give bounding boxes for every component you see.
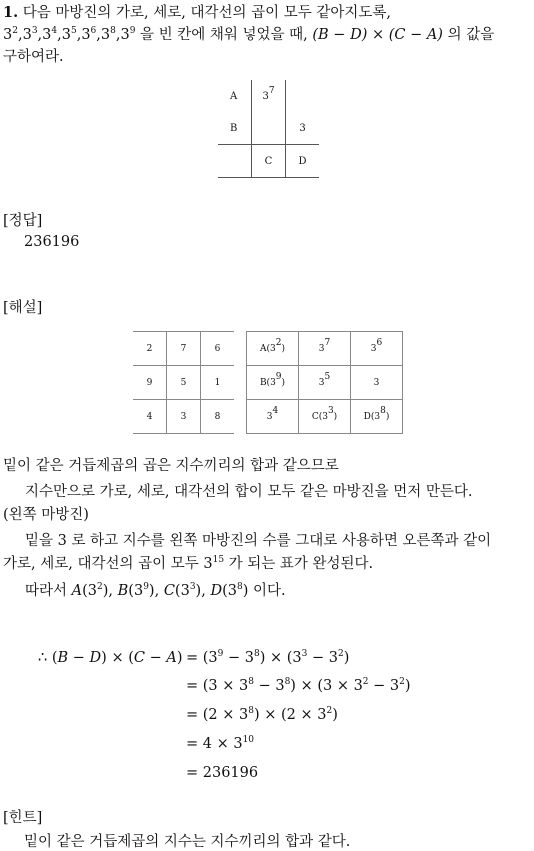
left-cell: 5 <box>167 366 201 400</box>
right-cell: $C(3^3)$ <box>299 400 351 434</box>
power-list: $3^2,3^3,3^4,3^5,3^6,3^8,3^9$ <box>3 26 136 43</box>
left-cell: 8 <box>201 400 235 434</box>
cell-a: A <box>218 80 252 112</box>
answer-value: 236196 <box>24 234 80 250</box>
left-cell: 3 <box>167 400 201 434</box>
explanation-p1: 밑이 같은 거듭제곱의 곱은 지수끼리의 합과 같으므로 <box>3 458 339 474</box>
left-cell: 7 <box>167 332 201 366</box>
cell-b: B <box>218 112 252 145</box>
power-item: $3^5$ <box>61 26 77 43</box>
equation-line-5: = 236196 <box>186 765 259 781</box>
explanation-p2: 지수만으로 가로, 세로, 대각선의 합이 모두 같은 마방진을 먼저 만든다. <box>25 484 473 500</box>
problem-text-1: 다음 마방진의 가로, 세로, 대각선의 곱이 모두 같아지도록, <box>22 5 392 21</box>
cell-r2c0 <box>218 145 252 178</box>
cell-r0c2 <box>286 80 320 112</box>
problem-magic-square <box>218 80 319 178</box>
equation-lhs: ∴ (B − D) × (C − A) <box>38 650 183 666</box>
left-cell: 6 <box>201 332 235 366</box>
problem-line-2 <box>3 24 494 46</box>
right-magic-square <box>246 331 403 434</box>
cell-d: D <box>286 145 320 178</box>
power-item: $3^4$ <box>42 26 58 43</box>
right-cell: 3 <box>351 366 403 400</box>
right-cell: $B(3^9)$ <box>247 366 299 400</box>
hint-text: 밑이 같은 거듭제곱의 지수는 지수끼리의 합과 같다. <box>24 834 351 850</box>
left-cell: 4 <box>133 400 167 434</box>
power-item: $3^8$ <box>100 26 116 43</box>
problem-line-3: 구하여라. <box>3 49 64 65</box>
equation-line-1: = $(3^9 - 3^8) \times (3^3 - 3^2)$ <box>186 649 350 666</box>
right-cell: $3^4$ <box>247 400 299 434</box>
explanation-p6: 따라서 $A(3^2)$, $B(3^9)$, $C(3^3)$, $D(3^8)$ 이다. <box>25 582 286 599</box>
problem-text-2: 을 빈 칸에 채워 넣었을 때, <box>140 27 308 43</box>
power-item: $3^6$ <box>81 26 97 43</box>
left-cell: 1 <box>201 366 235 400</box>
power-item: $3^2$ <box>3 26 18 43</box>
equation-line-2: = $(3 \times 3^8 - 3^8) \times (3 \times 3^2 - 3^2)$ <box>186 677 411 694</box>
left-cell: 2 <box>133 332 167 366</box>
right-cell: $3^5$ <box>299 366 351 400</box>
explanation-p3: (왼쪽 마방진) <box>3 507 89 523</box>
right-cell: $D(3^8)$ <box>351 400 403 434</box>
cell-r1c1 <box>252 112 286 145</box>
explanation-heading: [해설] <box>3 300 43 316</box>
explanation-p5: 가로, 세로, 대각선의 곱이 모두 $3^{15}$ 가 되는 표가 완성된다. <box>3 555 374 572</box>
equation-line-3: = $(2 \times 3^8) \times (2 \times 3^2)$ <box>186 706 338 723</box>
right-cell: $3^6$ <box>351 332 403 366</box>
power-item: $3^3$ <box>22 26 38 43</box>
cell-c: C <box>252 145 286 178</box>
problem-number: 1. <box>3 4 19 21</box>
equation-line-4: = $4 \times 3^{10}$ <box>186 735 255 752</box>
hint-heading: [힌트] <box>3 810 43 826</box>
cell-r0c1: $3^7$ <box>252 80 286 112</box>
cell-r1c2: 3 <box>299 122 306 134</box>
power-item: $3^9$ <box>120 26 136 43</box>
right-cell: $3^7$ <box>299 332 351 366</box>
problem-expression: (B − D) × (C − A) <box>312 27 443 43</box>
explanation-p4: 밑을 3 로 하고 지수를 왼쪽 마방진의 수를 그대로 사용하면 오른쪽과 같이 <box>25 533 492 549</box>
problem-text-2-tail: 의 값을 <box>447 27 495 43</box>
left-cell: 9 <box>133 366 167 400</box>
answer-heading: [정답] <box>3 213 43 229</box>
left-magic-square <box>133 331 234 434</box>
problem-line-1 <box>3 2 391 24</box>
right-cell: $A(3^2)$ <box>247 332 299 366</box>
